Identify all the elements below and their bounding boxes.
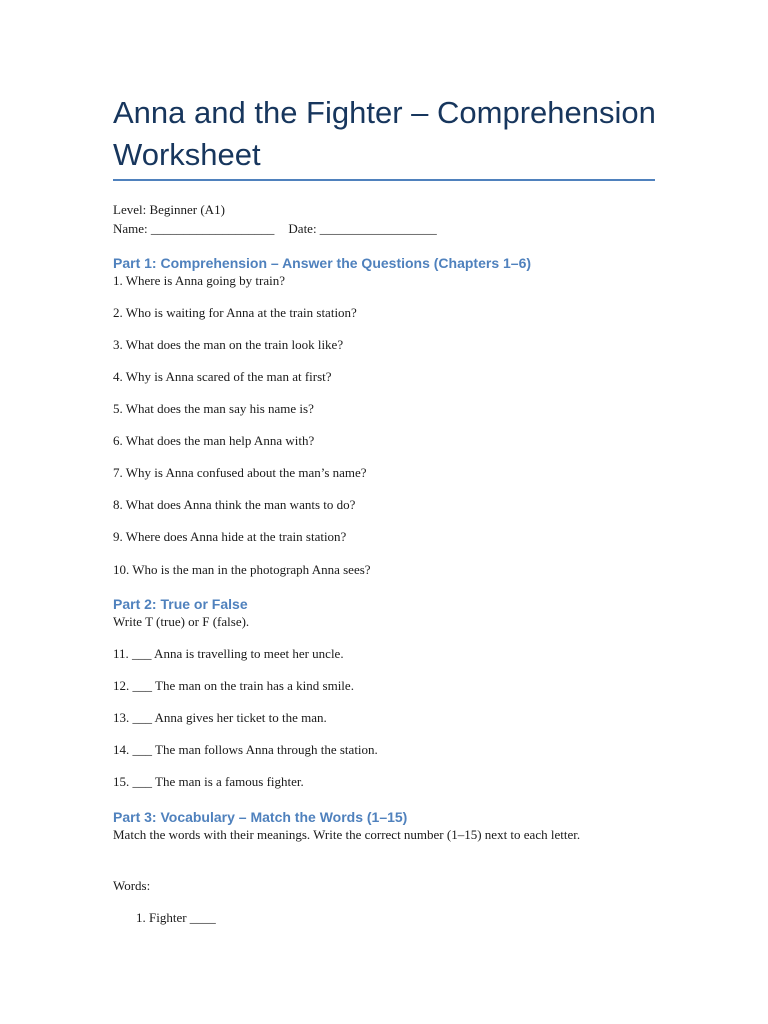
statement-14: 14. ___ The man follows Anna through the station.	[113, 742, 378, 757]
name-date-line	[113, 221, 437, 237]
question-10: 10. Who is the man in the photograph Anna sees?	[113, 562, 371, 577]
question-4: 4. Why is Anna scared of the man at first?	[113, 369, 332, 384]
question-1: 1. Where is Anna going by train?	[113, 273, 285, 288]
part3-instruction: Match the words with their meanings. Write the correct number (1–15) next to each letter.	[113, 827, 581, 842]
question-2: 2. Who is waiting for Anna at the train station?	[113, 305, 357, 320]
words-label: Words:	[113, 878, 151, 893]
part1-heading: Part 1: Comprehension – Answer the Questions (Chapters 1–6)	[113, 255, 532, 271]
question-3: 3. What does the man on the train look like?	[113, 337, 344, 352]
statement-12: 12. ___ The man on the train has a kind smile.	[113, 678, 354, 693]
question-5: 5. What does the man say his name is?	[113, 401, 314, 416]
part2-instruction: Write T (true) or F (false).	[113, 614, 250, 629]
question-7: 7. Why is Anna confused about the man’s name?	[113, 465, 367, 480]
part2-heading: Part 2: True or False	[113, 596, 248, 612]
question-8: 8. What does Anna think the man wants to do?	[113, 497, 356, 512]
statement-13: 13. ___ Anna gives her ticket to the man.	[113, 710, 327, 725]
statement-11: 11. ___ Anna is travelling to meet her uncle.	[113, 646, 344, 661]
question-6: 6. What does the man help Anna with?	[113, 433, 315, 448]
question-9: 9. Where does Anna hide at the train station?	[113, 529, 347, 544]
name-field[interactable]: Name: ___________________	[113, 221, 275, 236]
level-line: Level: Beginner (A1)	[113, 202, 225, 217]
word-1: 1. Fighter ____	[136, 910, 216, 925]
page-title: Anna and the Fighter – Comprehension Worksheet	[113, 95, 656, 172]
part3-heading: Part 3: Vocabulary – Match the Words (1–15)	[113, 809, 408, 825]
date-field[interactable]: Date: __________________	[288, 221, 437, 236]
statement-15: 15. ___ The man is a famous fighter.	[113, 774, 304, 789]
title-divider	[113, 179, 655, 181]
